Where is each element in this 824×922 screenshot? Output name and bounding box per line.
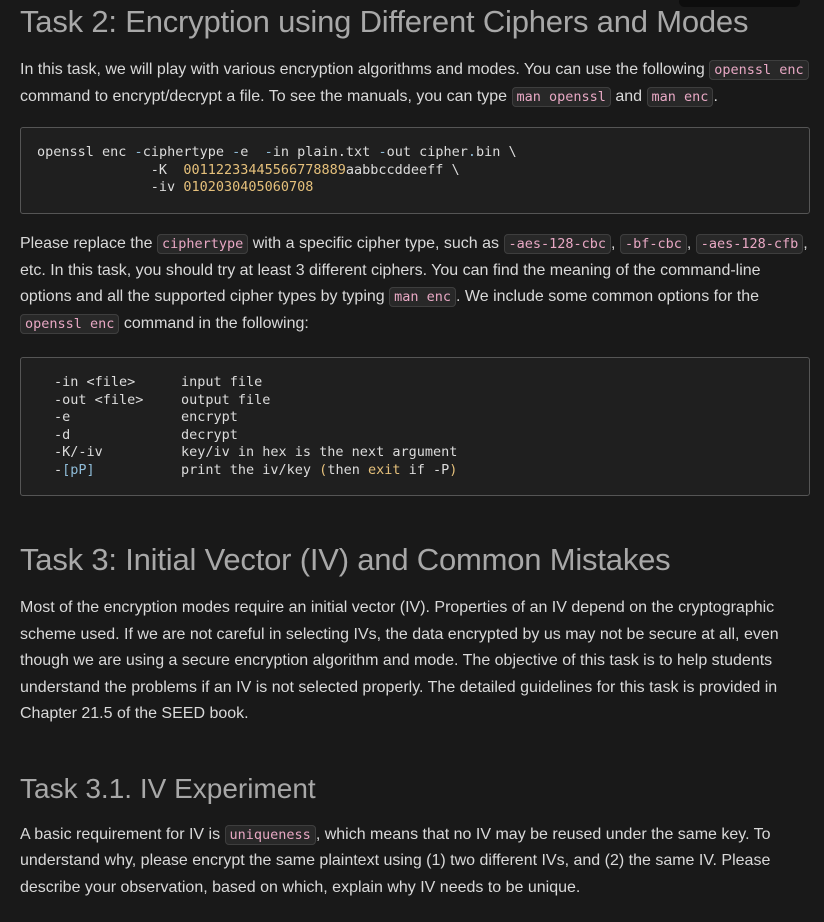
task3-paragraph: Most of the encryption modes require an initial vector (IV). Properties of an IV depend on the cryptographic scheme used. If we are not careful in selecting IVs, the data encrypted by us may not be secure at all, even though we are using a secure encryption algorithm and mode. The objective of this task is to help students understand the problems if an IV is not selected properly. The detailed guidelines for this task is provided in Chapter 21.5 of the SEED book. (20, 599, 779, 722)
task3-heading: Task 3: Initial Vector (IV) and Common Mistakes (20, 542, 671, 577)
option-row: -[pP] print the iv/key (then exit if -P) (54, 461, 458, 478)
task2-cipher-paragraph: Please replace the ciphertype with a specific cipher type, such as -aes-128-cbc , -bf-cbc , -aes-128-cfb , etc. In this task, you should try at least 3 different ciphers. You can find the meaning of the command-line options and all the supported cipher types by typing man enc . We include some common options for the openssl enc command in the following: (20, 235, 808, 332)
option-row: -out <file> output file (54, 391, 271, 408)
option-row: -d decrypt (54, 426, 238, 443)
task31-paragraph: A basic requirement for IV is uniqueness , which means that no IV may be reused under the same key. To understand why, please encrypt the same plaintext using (1) two different IVs, and (2) the same IV. Please describe your observation, based on which, explain why IV needs to be unique. (20, 825, 771, 896)
inline-code-openssl-enc: openssl enc (709, 60, 808, 80)
inline-code-bf-cbc: -bf-cbc (620, 234, 687, 254)
inline-code-uniqueness: uniqueness (225, 825, 316, 845)
options-code-block (20, 357, 810, 496)
option-row: -e encrypt (54, 409, 238, 425)
document-content (20, 0, 810, 901)
inline-code-aes-128-cfb: -aes-128-cfb (696, 234, 804, 254)
task31-heading: Task 3.1. IV Experiment (20, 772, 316, 804)
inline-code-openssl-enc-2: openssl enc (20, 314, 119, 334)
code-line-3: -iv 0102030405060708 (150, 179, 314, 195)
option-row: -K/-iv key/iv in hex is the next argument (54, 444, 458, 460)
code-line-2: -K 00112233445566778889aabbccddeeff \ (150, 161, 460, 178)
task2-intro-paragraph: In this task, we will play with various encryption algorithms and modes. You can use the following openssl enc command to encrypt/decrypt a file. To see the manuals, you can type man openssl and man enc . (20, 57, 810, 110)
inline-code-aes-128-cbc: -aes-128-cbc (504, 234, 612, 254)
openssl-command-code-block (20, 127, 810, 214)
inline-code-man-enc: man enc (647, 87, 714, 107)
inline-code-man-openssl: man openssl (512, 87, 611, 107)
code-line-1: openssl enc -ciphertype -e -in plain.txt -out cipher.bin \ (37, 144, 517, 160)
task2-heading: Task 2: Encryption using Different Ciphers and Modes (20, 4, 749, 39)
inline-code-ciphertype: ciphertype (157, 234, 248, 254)
option-row: -in <file> input file (54, 374, 263, 390)
inline-code-man-enc-2: man enc (389, 287, 456, 307)
